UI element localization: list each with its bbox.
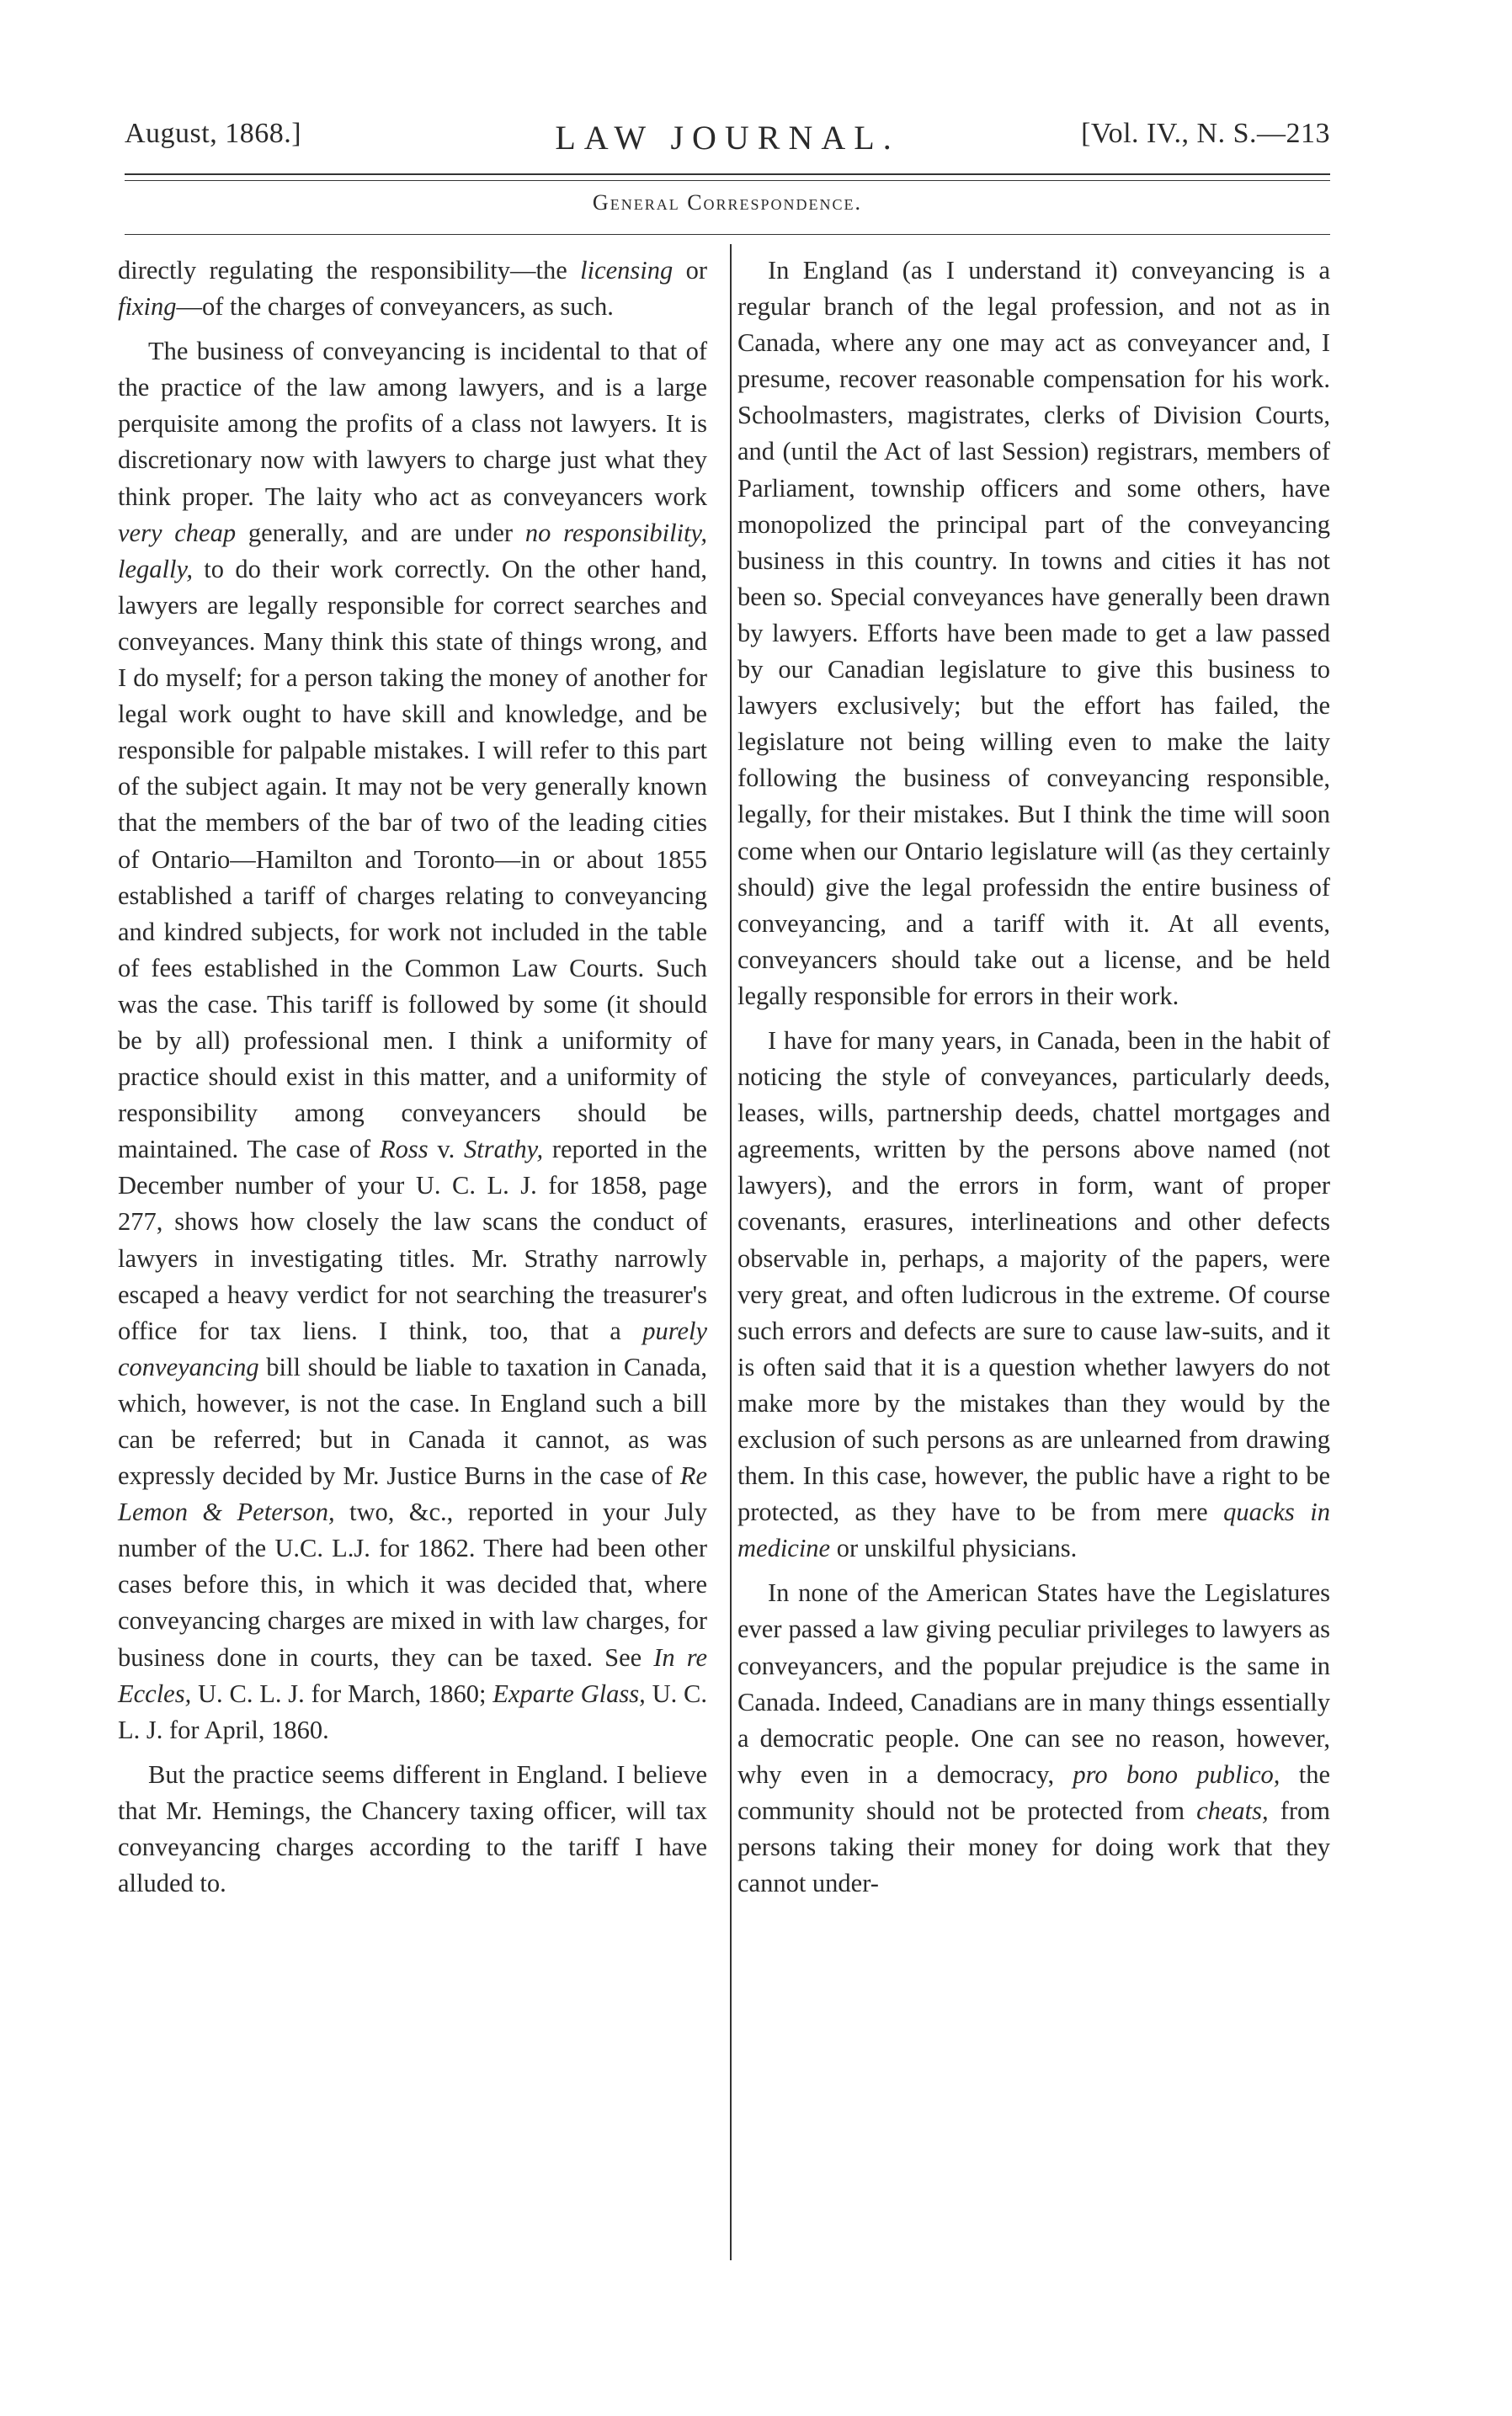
right-paragraph-1: In England (as I understand it) conveyancing is a regular branch of the legal profession, and not as in Canada, where any one may act as conveyancer and, I presume, recover reasonable compensation for his work. Schoolmasters, magistrates, clerks of Division Courts, and (until the Act of last Session) registrars, members of Parliament, township officers and some others, have monopolized the principal part of the conveyancing business in this country. In towns and cities it has not been so. Special conveyances have generally been drawn by lawyers. Efforts have been made to get a law passed by our Canadian legislature to give this business to lawyers exclusively; but the effort has failed, the legislature not being willing even to make the laity following the business of conveyancing responsible, legally, for their mistakes. But I think the time will soon come when our Ontario legislature will (as they certainly should) give the legal professidn the entire business of conveyancing, and a tariff with it. At all events, conveyancers should take out a license, and be held legally responsible for errors in their work. [737,256,1330,1010]
right-column [737,253,1330,1910]
left-paragraph-2: The business of conveyancing is incidental to that of the practice of the law among lawyers, and is a large perquisite among the profits of a class not lawyers. It is discretionary now with lawyers to charge just what they think proper. The laity who act as conveyancers work very cheap generally, and are under no responsibility, legally, to do their work correctly. On the other hand, lawyers are legally responsible for correct searches and conveyances. Many think this state of things wrong, and I do myself; for a person taking the money of another for legal work ought to have skill and knowledge, and be responsible for palpable mistakes. I will refer to this part of the subject again. It may not be very generally known that the members of the bar of two of the leading cities of Ontario—Hamilton and Toronto—in or about 1855 established a tariff of charges relating to conveyancing and kindred subjects, for work not included in the table of fees established in the Common Law Courts. Such was the case. This tariff is followed by some (it should be by all) professional men. I think a uniformity of practice should exist in this matter, and a uniformity of responsibility among conveyancers should be maintained. The case of Ross v. Strathy, reported in the December number of your U. C. L. J. for 1858, page 277, shows how closely the law scans the conduct of lawyers in investigating titles. Mr. Strathy narrowly escaped a heavy verdict for not searching the treasurer's office for tax liens. I think, too, that a purely conveyancing bill should be liable to taxation in Canada, which, however, is not the case. In England such a bill can be referred; but in Canada it cannot, as was expressly decided by Mr. Justice Burns in the case of Re Lemon & Peterson, two, &c., reported in your July number of the U.C. L.J. for 1862. There had been other cases before this, in which it was decided that, where conveyancing charges are mixed in with law charges, for business done in courts, they can be taxed. See In re Eccles, U. C. L. J. for March, 1860; Exparte Glass, U. C. L. J. for April, 1860. [118,337,707,1744]
header-rule-thin [125,180,1330,181]
section-title: General Correspondence. [592,190,863,215]
column-divider [730,244,732,2260]
section-rule [125,234,1330,235]
header-rule-thick [125,173,1330,175]
header-date: August, 1868.] [125,118,302,149]
right-paragraph-3: In none of the American States have the Legislatures ever passed a law giving peculiar privileges to lawyers as conveyancers, and the popular prejudice is the same in Canada. Indeed, Canadians are in many things essentially a democratic people. One can see no reason, however, why even in a democracy, pro bono publico, the community should not be protected from cheats, from persons taking their money for doing work that they cannot under- [737,1578,1330,1898]
running-header [125,118,1330,168]
volume-page-number: [Vol. IV., N. S.—213 [1081,118,1330,149]
journal-title: LAW JOURNAL. [555,119,900,157]
right-paragraph-2: I have for many years, in Canada, been in the habit of noticing the style of conveyances, particularly deeds, leases, wills, partnership deeds, chattel mortgages and agreements, written by the persons above named (not lawyers), and the errors in form, want of proper covenants, erasures, interlineations and other defects observable in, perhaps, a majority of the papers, were very great, and often ludicrous in the extreme. Of course such errors and defects are sure to cause law-suits, and it is often said that it is a question whether lawyers do not make more by the mistakes than they would by the exclusion of such persons as are unlearned from drawing them. In this case, however, the public have a right to be protected, as they have to be from mere quacks in medicine or unskilful physicians. [737,1025,1330,1563]
left-column [118,253,707,1910]
left-paragraph-1: directly regulating the responsibility—the licensing or fixing—of the charges of conveyancers, as such. [118,256,707,322]
left-paragraph-3: But the practice seems different in England. I believe that Mr. Hemings, the Chancery taxing officer, will tax conveyancing charges according to the tariff I have alluded to. [118,1759,707,1898]
